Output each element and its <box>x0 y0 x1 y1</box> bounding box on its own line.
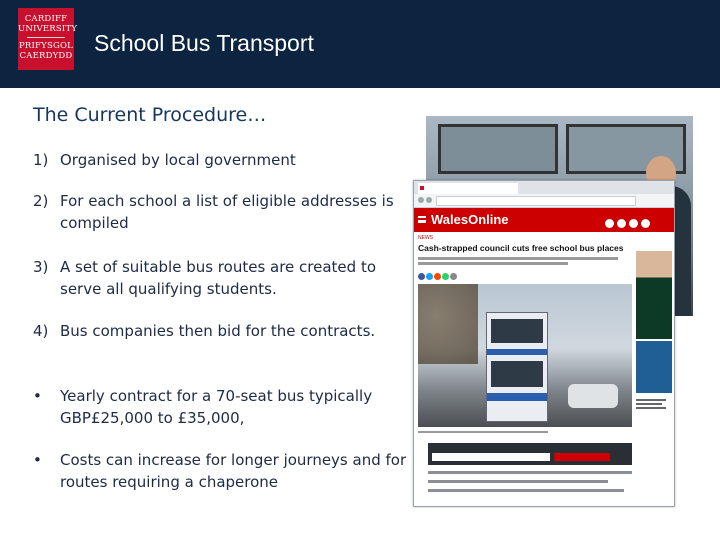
browser-address-bar <box>414 194 674 208</box>
list-text: Bus companies then bid for the contracts. <box>60 322 376 340</box>
list-marker: • <box>33 387 42 405</box>
newsletter-signup <box>428 443 632 465</box>
share-icons <box>418 267 458 285</box>
article-text-line <box>428 471 632 474</box>
double-decker-bus <box>486 312 548 422</box>
back-icon <box>418 197 424 203</box>
menu-icon <box>418 216 426 223</box>
list-marker: • <box>33 451 42 469</box>
article-standfirst <box>414 257 624 265</box>
logo-line: PRIFYSGOL <box>18 41 73 51</box>
article-text-line <box>428 489 624 492</box>
site-header <box>414 208 674 232</box>
university-logo <box>18 8 78 70</box>
slide-title: School Bus Transport <box>94 30 314 56</box>
photo-caption <box>418 431 548 433</box>
list-marker: 3) <box>33 258 49 276</box>
list-text: Costs can increase for longer journeys and for routes requiring a chaperone <box>60 451 407 491</box>
list-text: For each school a list of eligible addresses is compiled <box>60 192 394 232</box>
sidebar-text <box>636 399 672 409</box>
section-tag: NEWS <box>418 235 433 241</box>
article-sidebar <box>636 251 672 409</box>
logo-line: CAERDYDD <box>19 51 73 61</box>
article-photo <box>418 284 632 427</box>
list-text: Yearly contract for a 70-seat bus typically GBP£25,000 to £35,000, <box>60 387 373 427</box>
header-bar <box>0 0 720 88</box>
browser-tab <box>418 183 518 194</box>
sidebar-ad <box>636 341 672 393</box>
logo-line: UNIVERSITY <box>18 24 78 34</box>
list-marker: 1) <box>33 151 49 169</box>
sidebar-photo <box>636 251 672 339</box>
list-marker: 4) <box>33 322 49 340</box>
site-name: WalesOnline <box>431 212 509 227</box>
list-marker: 2) <box>33 192 49 210</box>
browser-tab-bar <box>414 181 674 194</box>
social-icons <box>602 215 650 233</box>
list-text: A set of suitable bus routes are created to serve all qualifying students. <box>60 258 377 298</box>
list-text: Organised by local government <box>60 151 296 169</box>
section-title: The Current Procedure… <box>33 104 267 126</box>
article-headline: Cash-strapped council cuts free school bus places <box>418 243 624 253</box>
forward-icon <box>426 197 432 203</box>
logo-line: CARDIFF <box>24 14 68 24</box>
url-field <box>436 196 636 206</box>
article-text-line <box>428 480 608 483</box>
news-article-screenshot <box>413 180 675 507</box>
